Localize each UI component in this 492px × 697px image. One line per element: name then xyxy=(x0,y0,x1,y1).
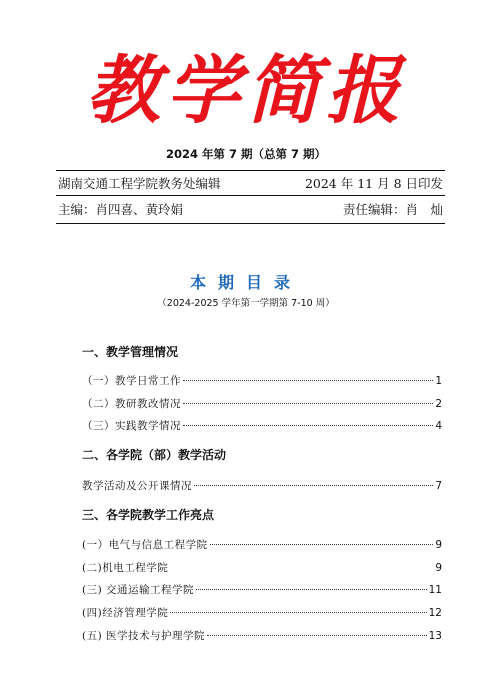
toc-page-number: 13 xyxy=(428,630,442,642)
dot-leader xyxy=(170,612,426,613)
toc-page-number: 9 xyxy=(435,562,442,574)
section-heading: 一、教学管理情况 xyxy=(82,345,179,359)
toc-entry-label: （一）教学日常工作 xyxy=(82,375,181,387)
toc-entry-label: （三）实践教学情况 xyxy=(82,420,181,432)
toc-entry[interactable] xyxy=(82,538,442,552)
toc-entry[interactable] xyxy=(82,583,442,597)
toc-page-number: 1 xyxy=(435,375,442,387)
toc-entry-label: (二)机电工程学院 xyxy=(82,562,169,574)
divider xyxy=(56,170,445,171)
dot-leader xyxy=(210,544,434,545)
issue-number: 2024 年第 7 期（总第 7 期） xyxy=(165,147,327,161)
toc-page-number: 4 xyxy=(435,420,442,432)
dot-leader xyxy=(207,635,427,636)
dot-leader xyxy=(194,485,433,486)
toc-entry[interactable] xyxy=(82,606,442,620)
toc-entry[interactable] xyxy=(82,629,442,643)
toc-entry-label: （二）教研教改情况 xyxy=(82,398,181,410)
dot-leader xyxy=(170,567,433,568)
toc-entry-label: 教学活动及公开课情况 xyxy=(82,480,192,492)
dot-leader xyxy=(183,380,433,381)
toc-entry-label: (三) 交通运输工程学院 xyxy=(82,584,195,596)
print-date: 2024 年 11 月 8 日印发 xyxy=(304,176,443,191)
toc-page-number: 9 xyxy=(435,539,442,551)
toc-title: 本期目录 xyxy=(189,273,302,292)
toc-entry[interactable] xyxy=(82,397,442,411)
toc-entry[interactable] xyxy=(82,419,442,433)
editors-row xyxy=(58,202,443,218)
section-heading: 二、各学院（部）教学活动 xyxy=(82,448,227,462)
toc-entry[interactable] xyxy=(82,374,442,388)
dot-leader xyxy=(183,403,433,404)
dot-leader xyxy=(196,589,427,590)
toc-subtitle: （2024-2025 学年第一学期第 7-10 周） xyxy=(157,298,335,309)
toc-entry[interactable] xyxy=(82,479,442,493)
masthead-title: 教学简报 xyxy=(86,48,406,134)
divider xyxy=(56,195,445,196)
chief-editors: 主编：肖四喜、黄玲娟 xyxy=(58,202,184,217)
responsible-editor: 责任编辑：肖 灿 xyxy=(342,202,443,217)
toc-entry-label: (一）电气与信息工程学院 xyxy=(82,539,208,551)
publication-info-row xyxy=(58,176,443,192)
divider xyxy=(56,223,445,224)
toc-page-number: 2 xyxy=(435,398,442,410)
toc-entry[interactable] xyxy=(82,561,442,575)
toc-entry-label: (四)经济管理学院 xyxy=(82,607,169,619)
toc-page-number: 12 xyxy=(428,607,442,619)
section-heading: 三、各学院教学工作亮点 xyxy=(82,508,215,522)
toc-entry-label: (五) 医学技术与护理学院 xyxy=(82,630,206,642)
toc-page-number: 7 xyxy=(435,480,442,492)
dot-leader xyxy=(183,425,433,426)
editor-org: 湖南交通工程学院教务处编辑 xyxy=(58,176,221,191)
toc-page-number: 11 xyxy=(428,584,442,596)
